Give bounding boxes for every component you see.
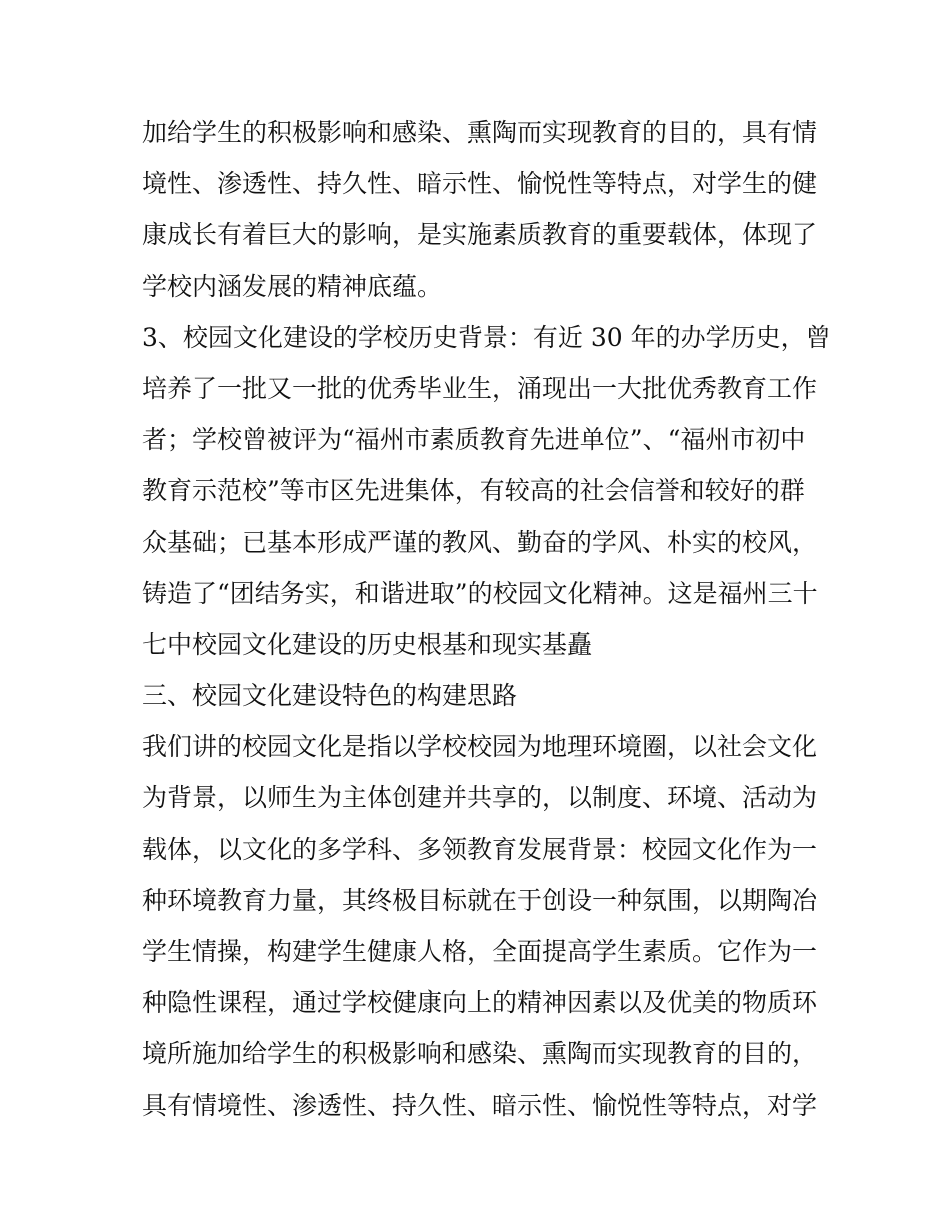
paragraph-line-3: 载体，以文化的多学科、多领教育发展背景：校园文化作为一: [142, 834, 818, 864]
section-3-line-2: 培养了一批又一批的优秀毕业生，涌现出一大批优秀教育工作: [142, 373, 818, 403]
section-3-line-3: 者；学校曾被评为“福州市素质教育先进单位”、“福州市初中: [142, 425, 806, 455]
section-3-line-1: 3、校园文化建设的学校历史背景：有近 30 年的办学历史，曾: [142, 322, 831, 352]
text-line-1: 加给学生的积极影响和感染、熏陶而实现教育的目的，具有情: [142, 118, 818, 147]
text-line-3: 康成长有着巨大的影响，是实施素质教育的重要载体，体现了: [142, 220, 818, 250]
paragraph-line-4: 种环境教育力量，其终极目标就在于创设一种氛围，以期陶冶: [142, 885, 818, 915]
paragraph-line-2: 为背景，以师生为主体创建并共享的，以制度、环境、活动为: [142, 783, 818, 813]
paragraph-line-5: 学生情操，构建学生健康人格，全面提高学生素质。它作为一: [142, 937, 818, 966]
section-3-line-6: 铸造了“团结务实，和谐进取”的校园文化精神。这是福州三十: [142, 578, 818, 608]
section-3-line-7: 七中校园文化建设的历史根基和现实基矗: [142, 629, 593, 659]
text-line-4: 学校内涵发展的精神底蕴。: [142, 271, 443, 301]
paragraph-line-8: 具有情境性、渗透性、持久性、暗示性、愉悦性等特点，对学: [142, 1090, 818, 1120]
paragraph-line-7: 境所施加给学生的积极影响和感染、熏陶而实现教育的目的，: [142, 1039, 818, 1069]
section-heading: 三、校园文化建设特色的构建思路: [142, 681, 518, 711]
paragraph-line-1: 我们讲的校园文化是指以学校校园为地理环境圈，以社会文化: [142, 732, 818, 762]
section-3-line-4: 教育示范校”等市区先进集体，有较高的社会信誉和较好的群: [142, 476, 805, 506]
body-text: [142, 107, 831, 1131]
paragraph-line-6: 种隐性课程，通过学校健康向上的精神因素以及优美的物质环: [142, 988, 818, 1018]
section-3-line-5: 众基础；已基本形成严谨的教风、勤奋的学风、朴实的校风，: [142, 527, 818, 557]
text-line-2: 境性、渗透性、持久性、暗示性、愉悦性等特点，对学生的健: [142, 169, 818, 199]
